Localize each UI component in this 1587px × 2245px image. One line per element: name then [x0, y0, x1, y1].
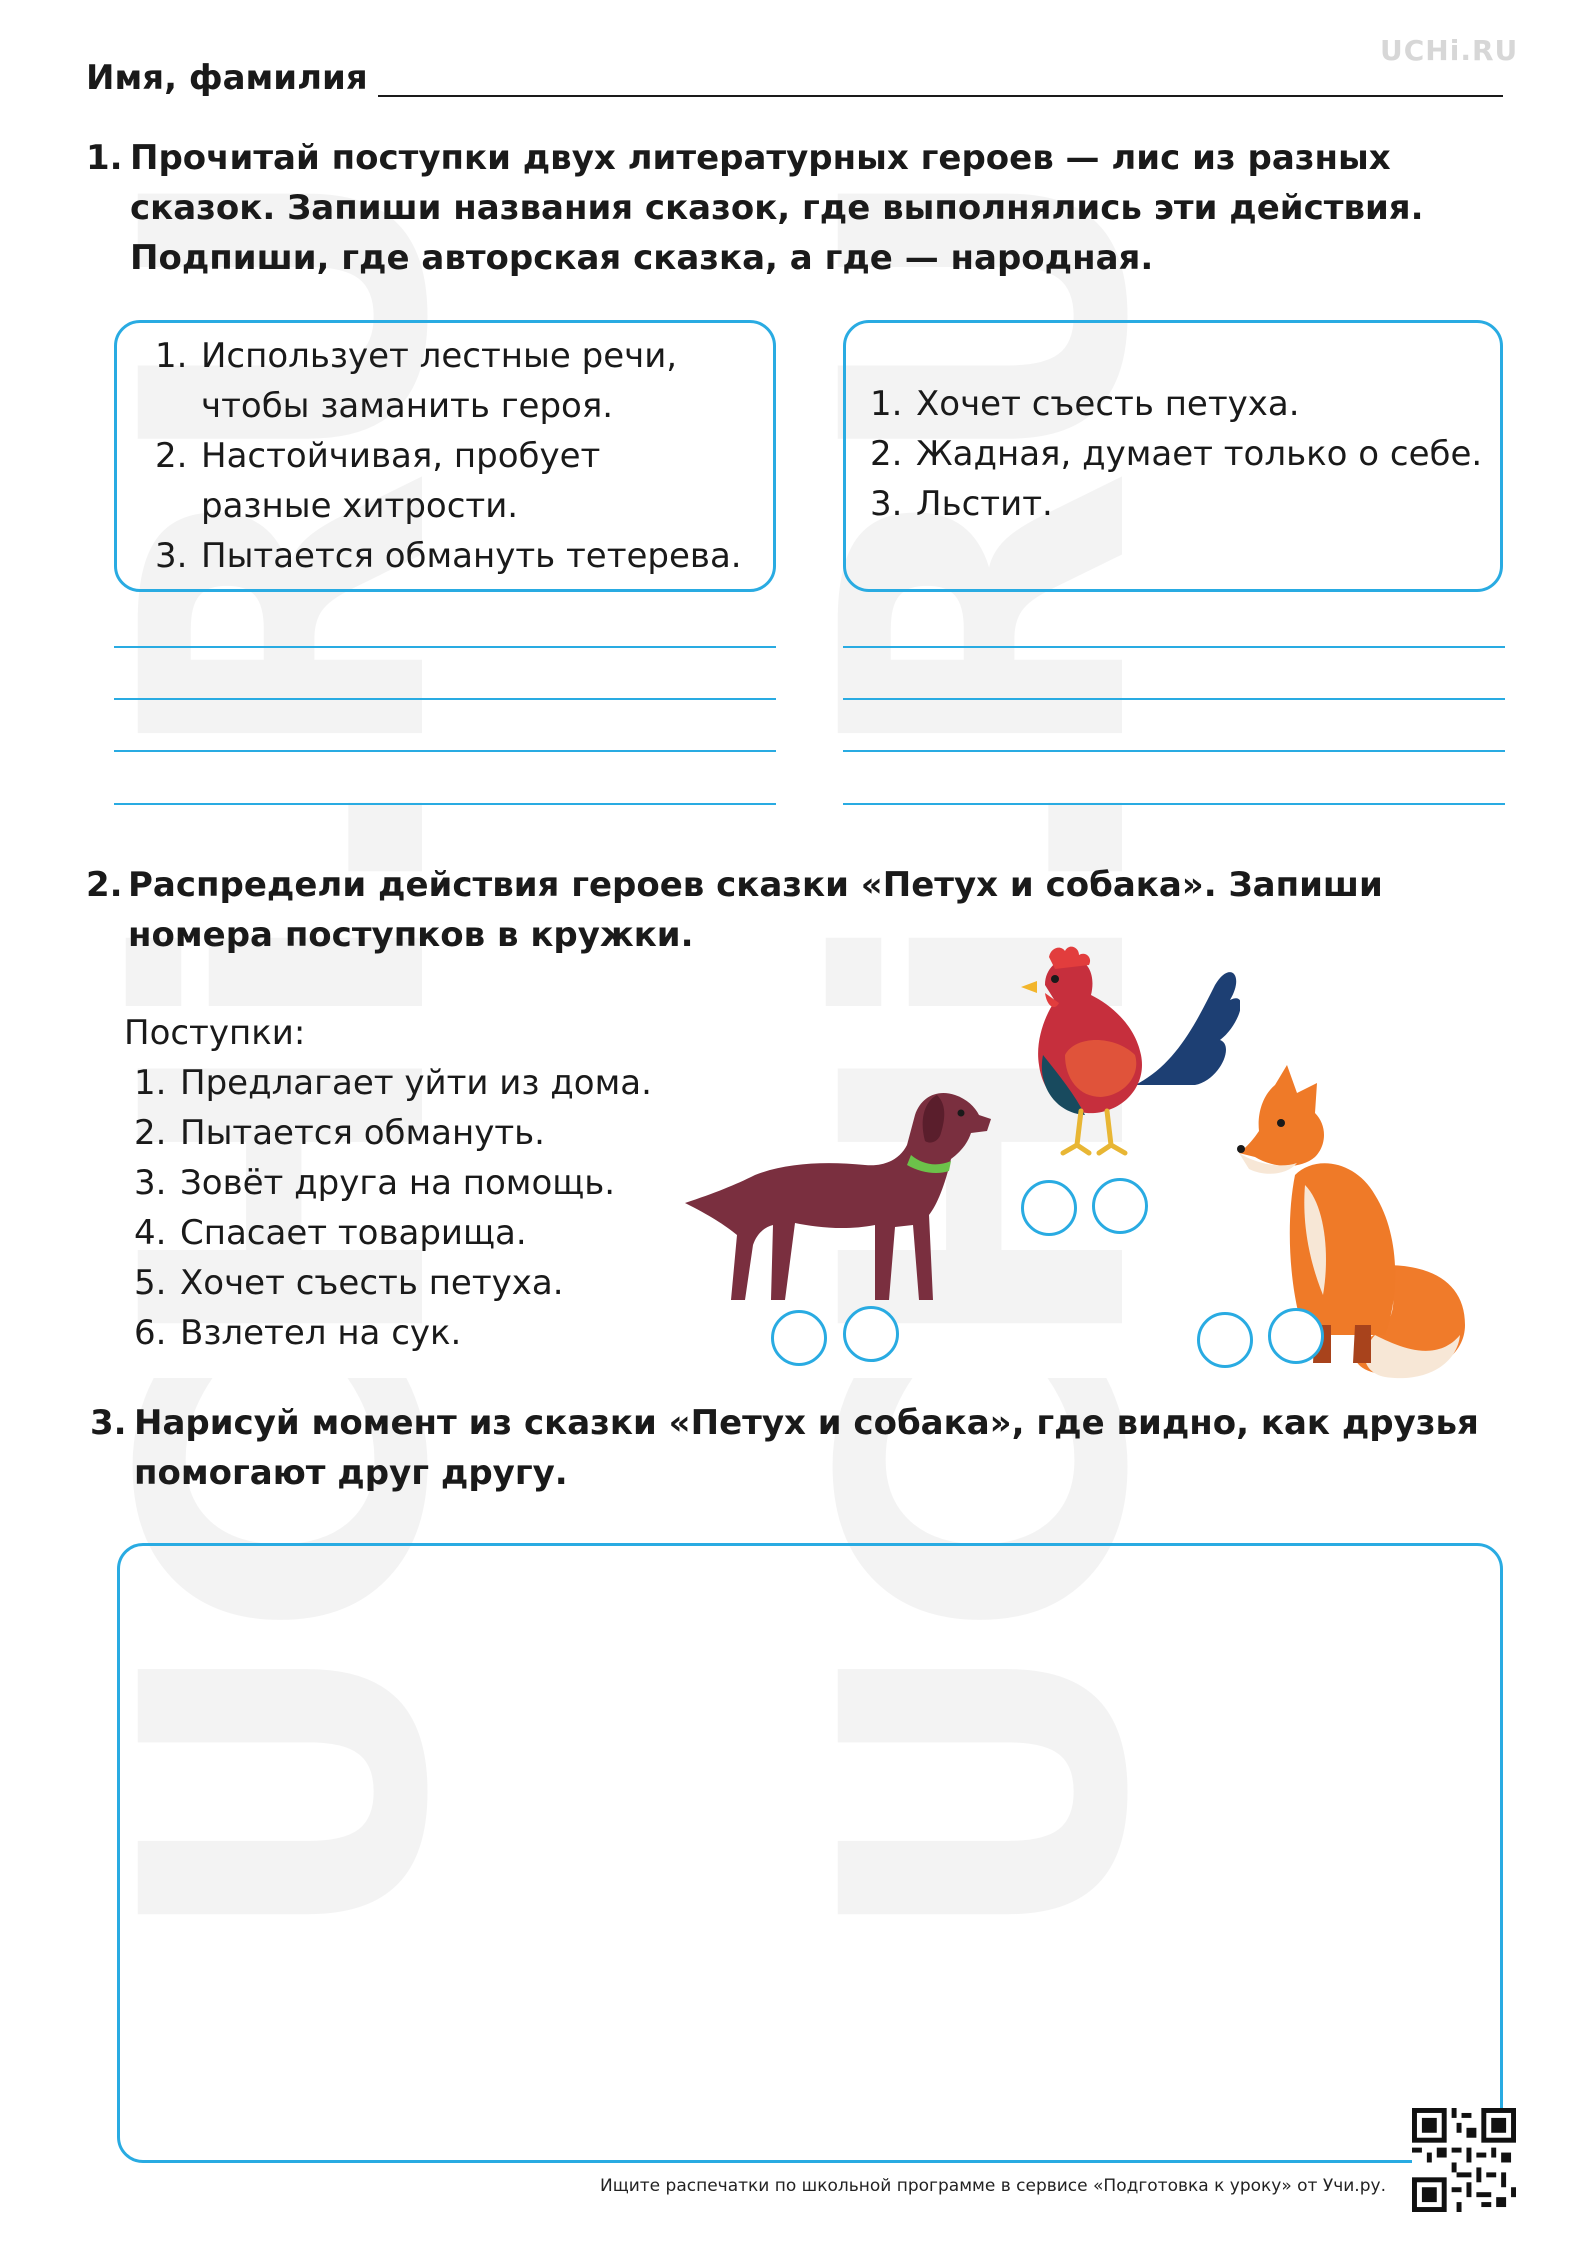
brand-logo: UCHi.RU [1380, 34, 1519, 67]
answer-line-right[interactable] [843, 803, 1505, 805]
task-2 [86, 860, 1546, 970]
task-2-line: Распредели действия героев сказки «Петух и собака». Запиши [128, 865, 1383, 905]
task-1-line: сказок. Запиши названия сказок, где выполнялись эти действия. [130, 188, 1424, 228]
answer-line-right[interactable] [843, 698, 1505, 700]
answer-line-right[interactable] [843, 750, 1505, 752]
list-item: 3. Зовёт друга на помощь. [134, 1163, 616, 1203]
answer-circle-fox[interactable] [1197, 1312, 1253, 1368]
task-3-number: 3. [90, 1403, 127, 1443]
name-label: Имя, фамилия [86, 58, 368, 98]
answer-line-right[interactable] [843, 646, 1505, 648]
footer-text: Ищите распечатки по школьной программе в сервисе «Подготовка к уроку» от Учи.ру. [600, 2176, 1386, 2196]
task-3-line: помогают друг другу. [134, 1453, 568, 1493]
list-item: 2. Жадная, думает только о себе. [870, 434, 1483, 474]
actions-label: Поступки: [124, 1013, 306, 1053]
actions-list [134, 1058, 652, 1358]
list-item: 5. Хочет съесть петуха. [134, 1263, 564, 1303]
rooster-illustration [1015, 945, 1240, 1160]
answer-line-left[interactable] [114, 750, 776, 752]
list-item: 2. Пытается обмануть. [134, 1113, 545, 1153]
list-item: 1. Хочет съесть петуха. [870, 384, 1300, 424]
task-3 [90, 1398, 1550, 1508]
list-item: 3. Пытается обмануть тетерева. [155, 536, 742, 576]
card-right [843, 320, 1503, 592]
task-2-number: 2. [86, 865, 123, 905]
answer-line-left[interactable] [114, 646, 776, 648]
answer-circle-rooster[interactable] [1021, 1180, 1077, 1236]
list-item: 3. Льстит. [870, 484, 1053, 524]
card-left [114, 320, 776, 592]
task-2-line: номера поступков в кружки. [128, 915, 694, 955]
list-item: 4. Спасает товарища. [134, 1213, 527, 1253]
drawing-area[interactable] [117, 1543, 1503, 2163]
task-1-number: 1. [86, 138, 123, 178]
list-item: 1. Предлагает уйти из дома. [134, 1063, 652, 1103]
list-item: 1. Использует лестные речи, чтобы заманить героя. [155, 336, 678, 426]
answer-circle-fox[interactable] [1268, 1308, 1324, 1364]
task-3-line: Нарисуй момент из сказки «Петух и собака», где видно, как друзья [134, 1403, 1479, 1443]
answer-circle-dog[interactable] [843, 1306, 899, 1362]
list-item: 2. Настойчивая, пробует разные хитрости. [155, 436, 601, 526]
dog-illustration [675, 1075, 995, 1305]
answer-circle-rooster[interactable] [1092, 1178, 1148, 1234]
answer-line-left[interactable] [114, 698, 776, 700]
answer-circle-dog[interactable] [771, 1310, 827, 1366]
name-field-line[interactable] [378, 95, 1503, 97]
task-1 [86, 133, 1546, 293]
qr-code-icon [1412, 2108, 1516, 2212]
task-1-line: Прочитай поступки двух литературных героев — лис из разных [130, 138, 1391, 178]
answer-line-left[interactable] [114, 803, 776, 805]
task-1-line: Подпиши, где авторская сказка, а где — народная. [130, 238, 1154, 278]
list-item: 6. Взлетел на сук. [134, 1313, 462, 1353]
